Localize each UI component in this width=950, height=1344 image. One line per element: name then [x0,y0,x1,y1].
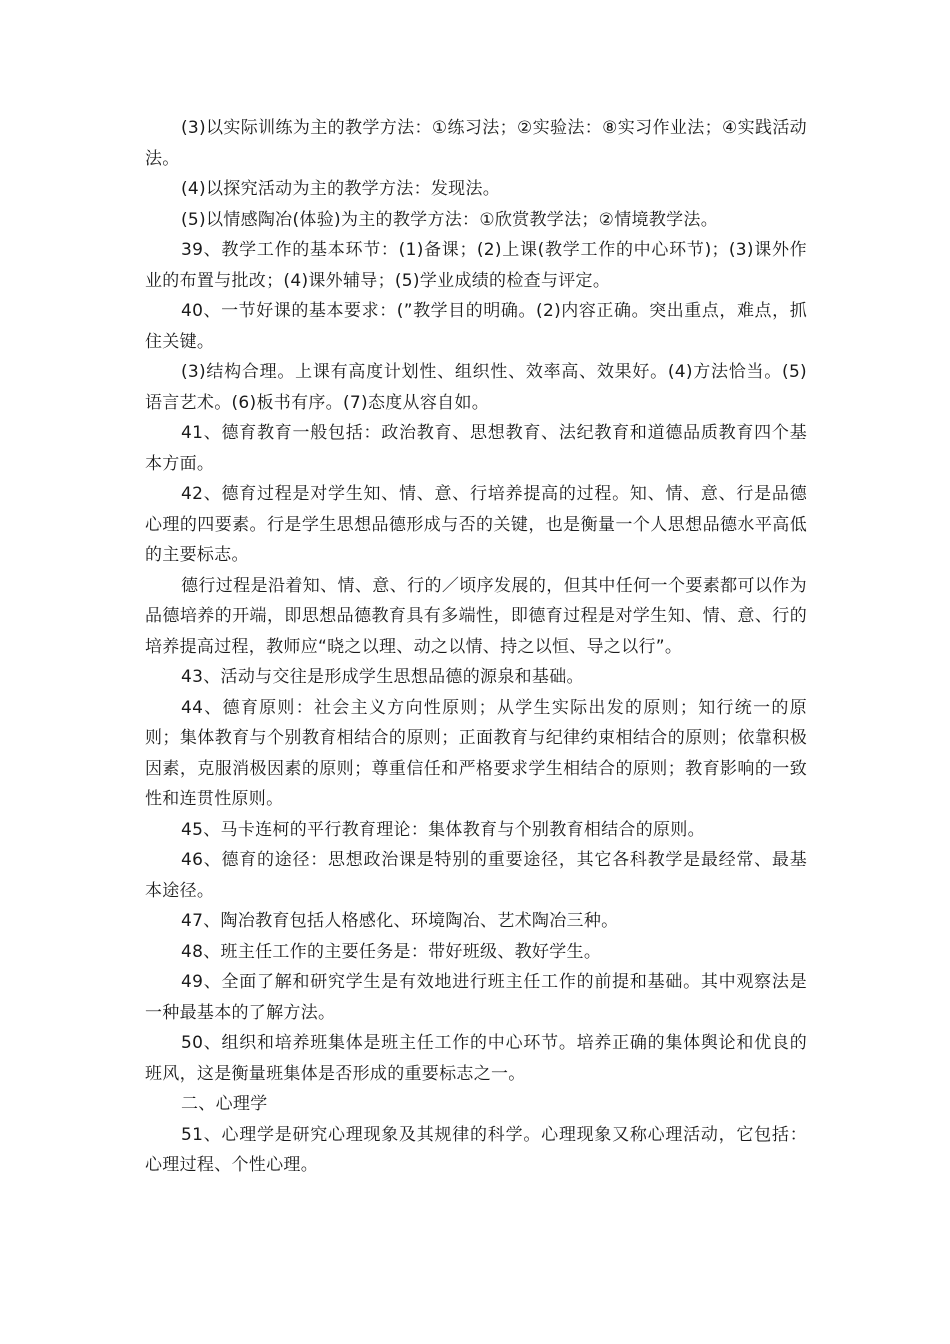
paragraph-46: 46、德育的途径：思想政治课是特别的重要途径，其它各科教学是最经常、最基本途径。 [145,850,807,901]
paragraph-47: 47、陶冶教育包括人格感化、环境陶冶、艺术陶冶三种。 [181,911,619,931]
paragraph-43: 43、活动与交往是形成学生思想品德的源泉和基础。 [181,667,584,687]
paragraph-40: 40、一节好课的基本要求：(”教学目的明确。(2)内容正确。突出重点，难点，抓住关键。 [145,301,807,352]
paragraph-40-continued: (3)结构合理。上课有高度计划性、组织性、效率高、效果好。(4)方法恰当。(5)语言艺术。(6)板书有序。(7)态度从容自如。 [145,362,807,413]
paragraph-49: 49、全面了解和研究学生是有效地进行班主任工作的前提和基础。其中观察法是一种最基本的了解方法。 [145,972,807,1023]
paragraph-50: 50、组织和培养班集体是班主任工作的中心环节。培养正确的集体舆论和优良的班风，这是衡量班集体是否形成的重要标志之一。 [145,1033,807,1084]
paragraph-45: 45、马卡连柯的平行教育理论：集体教育与个别教育相结合的原则。 [181,819,705,840]
paragraph-teaching-methods-3: (3)以实际训练为主的教学方法：①练习法；②实验法：⑧实习作业法；④实践活动法。 [145,118,807,169]
paragraph-42: 42、德育过程是对学生知、情、意、行培养提高的过程。知、情、意、行是品德心理的四要素。行是学生思想品德形成与否的关键，也是衡量一个人思想品德水平高低的主要标志。 [145,484,807,565]
paragraph-teaching-methods-4: (4)以探究活动为主的教学方法：发现法。 [181,179,501,199]
paragraph-teaching-methods-5: (5)以情感陶冶(体验)为主的教学方法：①欣赏教学法；②情境教学法。 [181,209,719,230]
paragraph-41: 41、德育教育一般包括：政治教育、思想教育、法纪教育和道德品质教育四个基本方面。 [145,423,807,474]
section-heading-psychology: 二、心理学 [181,1094,268,1114]
paragraph-39: 39、教学工作的基本环节：(1)备课；(2)上课(教学工作的中心环节)；(3)课外作业的布置与批改；(4)课外辅导；(5)学业成绩的检查与评定。 [145,240,807,291]
paragraph-44: 44、德育原则：社会主义方向性原则；从学生实际出发的原则；知行统一的原则；集体教育与个别教育相结合的原则；正面教育与纪律约束相结合的原则；依靠积极因素，克服消极因素的原则；尊重信任和严格要求学生相结合的原则；教育影响的一致性和连贯性原则。 [145,697,807,809]
paragraph-51: 51、心理学是研究心理现象及其规律的科学。心理现象又称心理活动，它包括：心理过程、个性心理。 [145,1124,807,1175]
document-page [145,113,807,1181]
paragraph-48: 48、班主任工作的主要任务是：带好班级、教好学生。 [181,941,602,962]
paragraph-42-continued: 德行过程是沿着知、情、意、行的／顷序发展的，但其中任何一个要素都可以作为品德培养的开端，即思想品德教育具有多端性，即德育过程是对学生知、情、意、行的培养提高过程，教师应“晓之以理、动之以情、持之以恒、导之以行”。 [145,575,807,657]
